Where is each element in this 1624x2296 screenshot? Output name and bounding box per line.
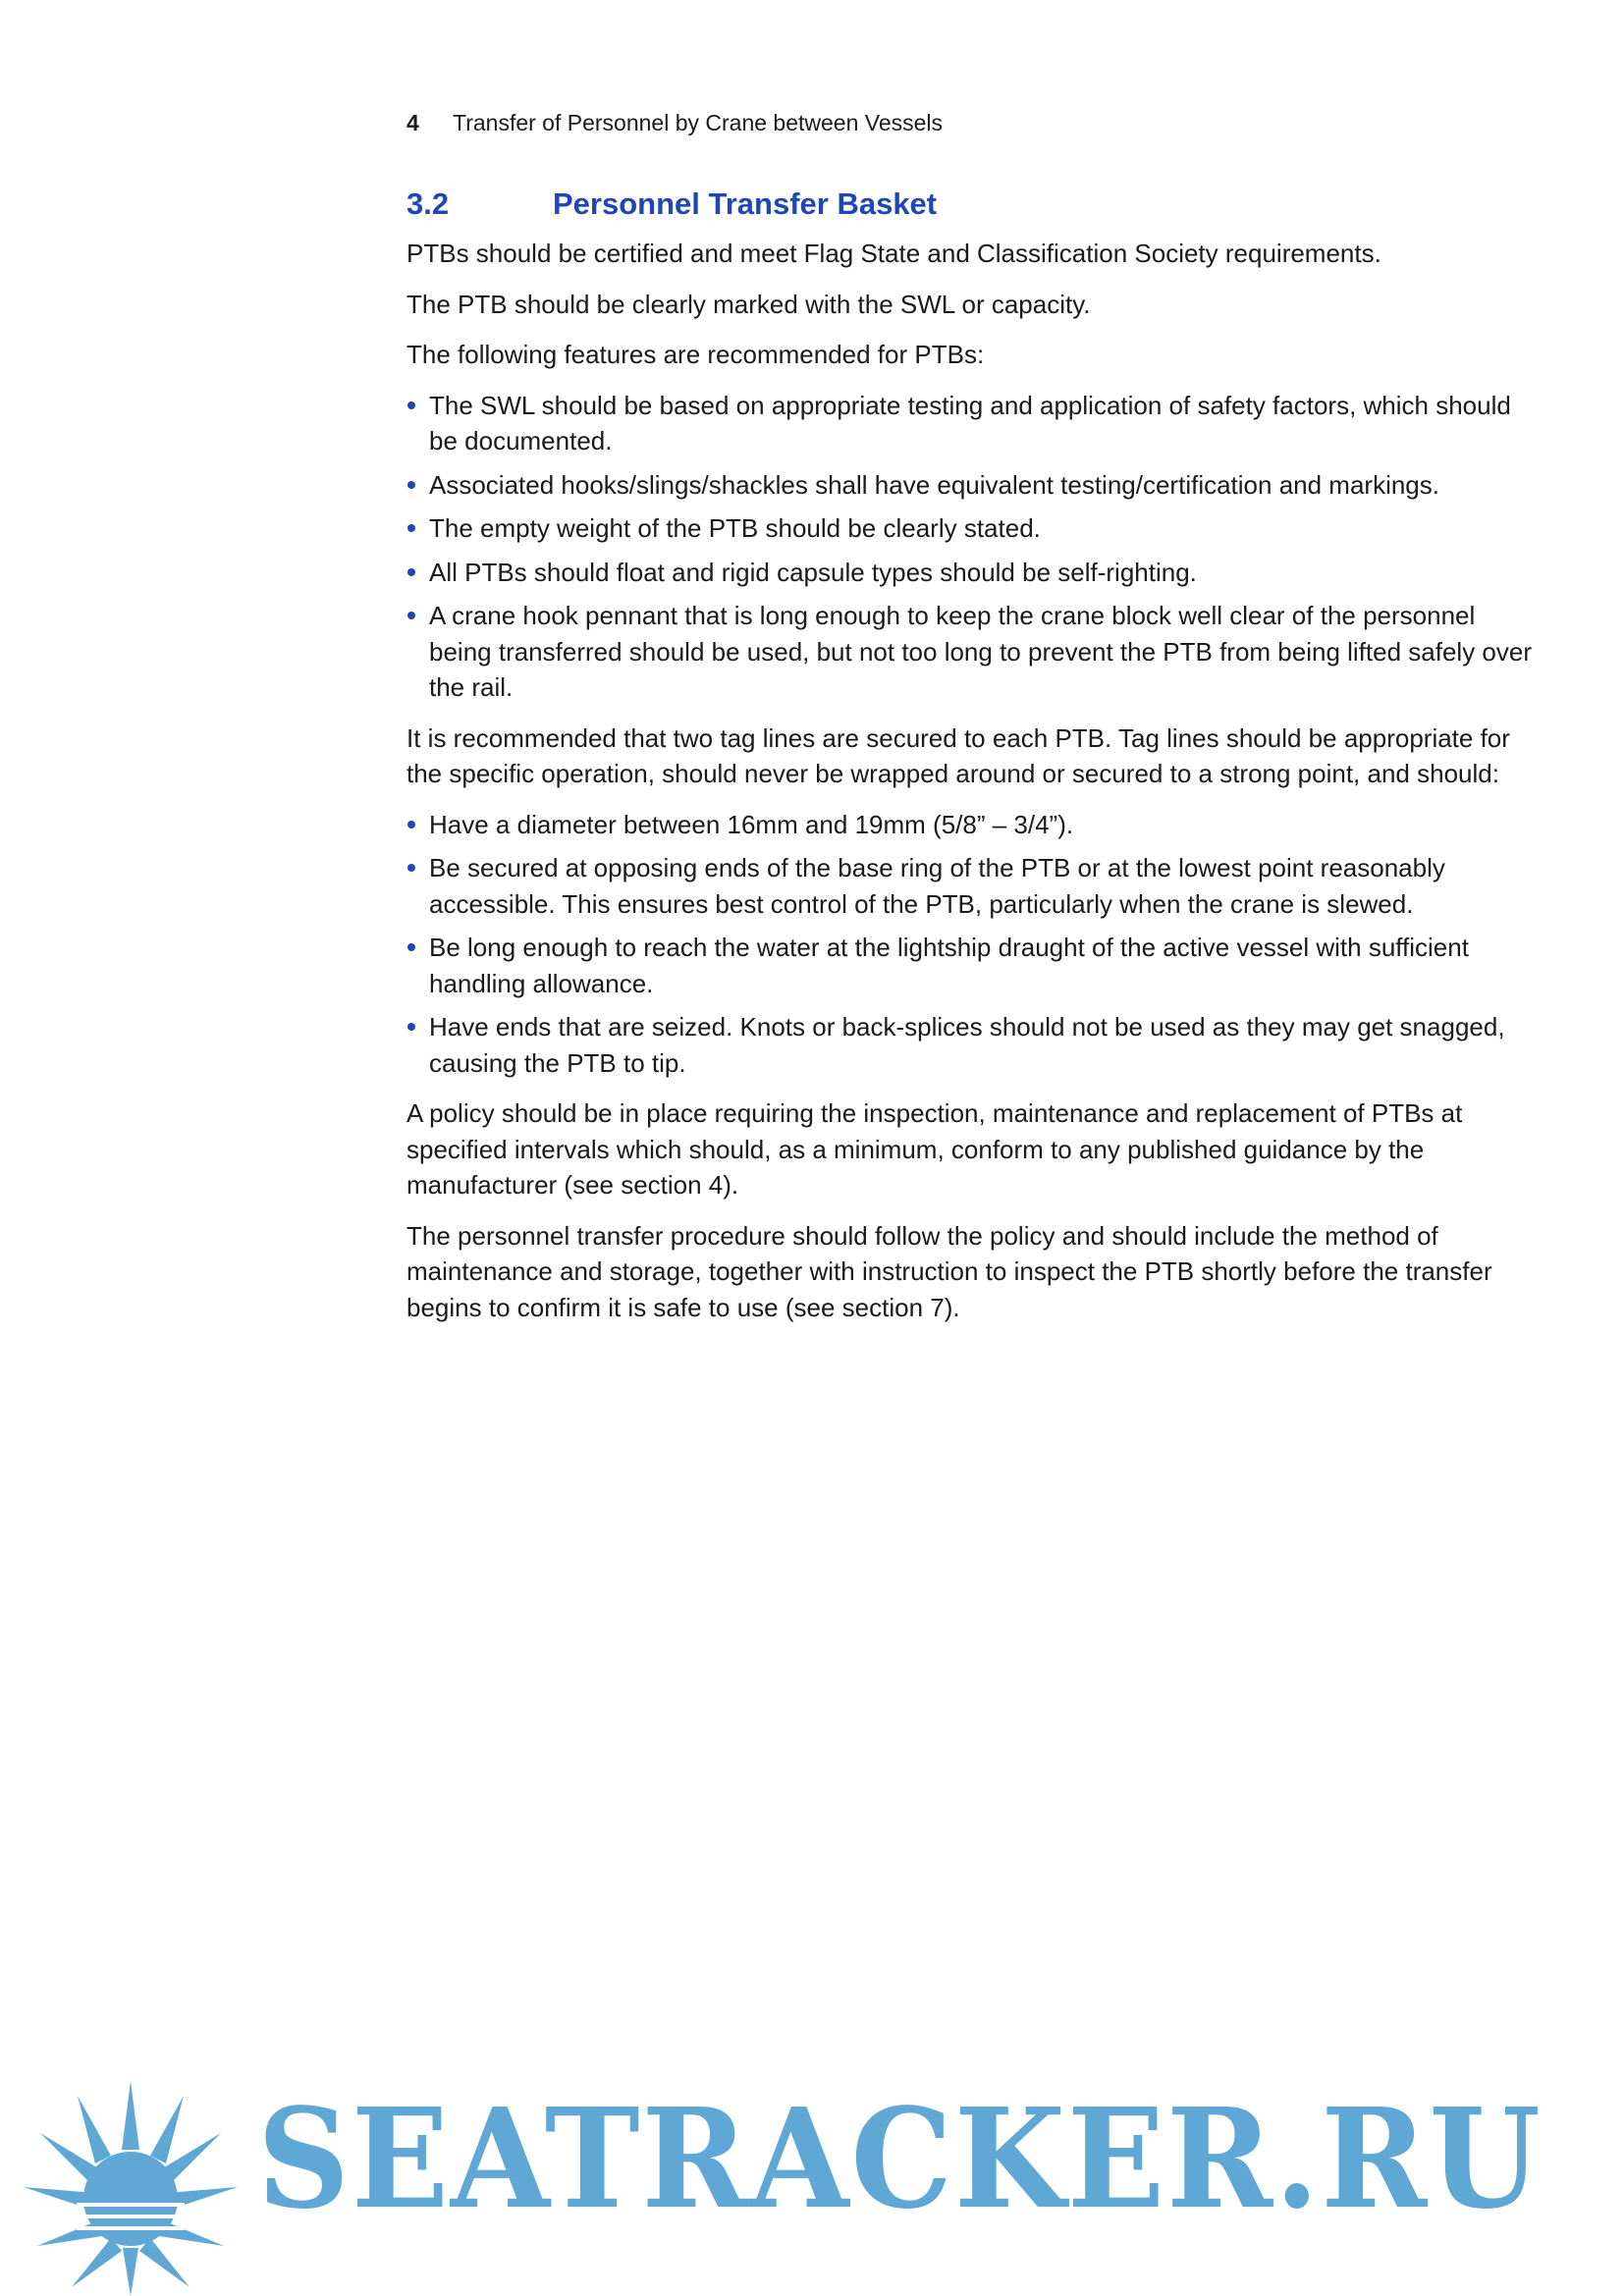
bullet-icon [407, 864, 415, 872]
paragraph-tag-lines-intro: It is recommended that two tag lines are secured to each PTB. Tag lines should be appropriate for the specific operation, should never be wrapped around or secured to a strong point, and should: [406, 722, 1510, 788]
bullet-icon [407, 524, 415, 532]
section-number: 3.2 [406, 187, 450, 221]
list-item: All PTBs should float and rigid capsule types should be self-righting. [406, 555, 1536, 591]
tag-lines-list [406, 807, 1536, 1082]
list-item: The SWL should be based on appropriate testing and application of safety factors, which should be documented. [406, 388, 1536, 459]
running-header [406, 110, 943, 136]
bullet-icon [407, 401, 415, 409]
paragraph-certification: PTBs should be certified and meet Flag State and Classification Society requirements. [406, 239, 1381, 268]
section-heading [406, 187, 1536, 222]
list-item: Have a diameter between 16mm and 19mm (5/8” – 3/4”). [406, 807, 1536, 843]
bullet-icon [407, 481, 415, 489]
list-item: Be secured at opposing ends of the base ring of the PTB or at the lowest point reasonably accessible. This ensures best control of the PTB, particularly when the crane is slewed. [406, 850, 1536, 922]
list-item: Have ends that are seized. Knots or back-splices should not be used as they may get snagged, causing the PTB to tip. [406, 1009, 1536, 1081]
bullet-icon [407, 612, 415, 619]
list-item: A crane hook pennant that is long enough to keep the crane block well clear of the personnel being transferred should be used, but not too long to prevent the PTB from being lifted safely over the rail. [406, 598, 1536, 706]
list-item: The empty weight of the PTB should be clearly stated. [406, 510, 1536, 547]
bullet-icon [407, 1023, 415, 1031]
bullet-icon [407, 943, 415, 951]
page-number: 4 [406, 110, 419, 135]
list-item: Associated hooks/slings/shackles shall have equivalent testing/certification and markings. [406, 467, 1536, 504]
features-list [406, 388, 1536, 706]
watermark [0, 2071, 1624, 2296]
watermark-text: SEATRACKER.RU [257, 2079, 1543, 2240]
list-item: Be long enough to reach the water at the lightship draught of the active vessel with sufficient handling allowance. [406, 930, 1536, 1001]
bullet-icon [407, 821, 415, 828]
main-content [406, 187, 1536, 1340]
paragraph-marking: The PTB should be clearly marked with the SWL or capacity. [406, 289, 1091, 319]
paragraph-features-intro: The following features are recommended for PTBs: [406, 340, 985, 369]
paragraph-transfer-procedure: The personnel transfer procedure should follow the policy and should include the method of maintenance and storage, together with instruction to inspect the PTB shortly before the transfer begins to confirm it is safe to use (see section 7). [406, 1220, 1492, 1322]
bullet-icon [407, 568, 415, 576]
running-header-title: Transfer of Personnel by Crane between Vessels [453, 110, 944, 135]
sun-logo-icon [18, 2071, 244, 2296]
section-title: Personnel Transfer Basket [553, 187, 938, 221]
paragraph-inspection-policy: A policy should be in place requiring the inspection, maintenance and replacement of PTBs at specified intervals which should, as a minimum, conform to any published guidance by the manufacturer (see section 4). [406, 1098, 1463, 1200]
